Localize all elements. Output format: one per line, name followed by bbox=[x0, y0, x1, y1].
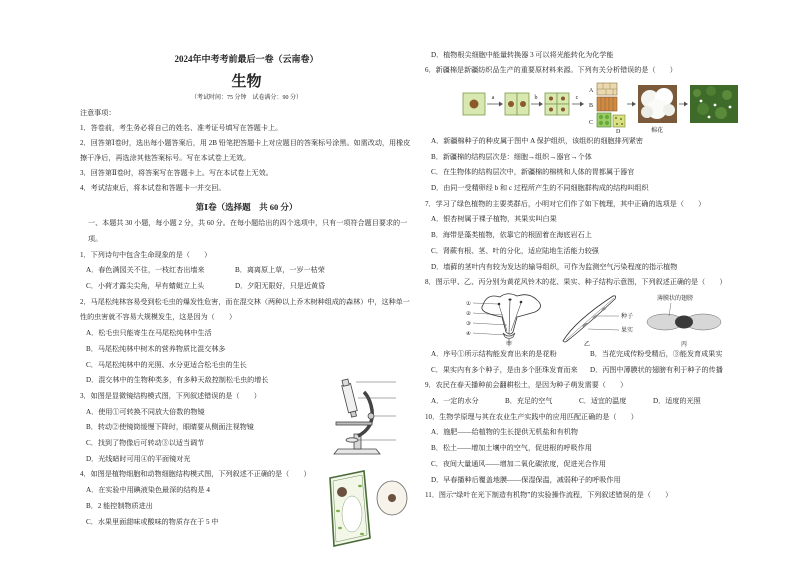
step-label-b: b bbox=[534, 94, 538, 101]
arrow-c-icon bbox=[572, 101, 584, 106]
two-cells bbox=[505, 93, 529, 115]
panel-label-yi: 乙 bbox=[583, 341, 591, 347]
question-9-option-d: D．适度的光照 bbox=[653, 397, 701, 406]
question-4-option-d: D．植物根尖细胞中能量转换器 3 可以将光能转化为化学能 bbox=[431, 50, 614, 59]
question-4-option-b: B．2 能控制物质进出 bbox=[86, 501, 153, 510]
flower-part-label-3: ③ bbox=[466, 320, 471, 327]
wing-label: 薄膜状的翅膀 bbox=[657, 295, 694, 302]
arrow-right-icon bbox=[627, 101, 636, 106]
question-10-option-b: B．松土——增加土壤中的空气，促进根的呼吸作用 bbox=[431, 444, 592, 453]
fruit-label: 果实 bbox=[621, 327, 634, 334]
question-6-stem: 6．新疆棉是新疆纺织品生产的重要原材料来源。下列有关分析错误的是（ ） bbox=[425, 66, 677, 75]
fruit-diagram bbox=[563, 296, 616, 342]
tissue-label-a: A bbox=[589, 87, 594, 94]
question-4-option-a: A．在实验中用碘液染色最深的结构是 4 bbox=[86, 486, 210, 495]
paper-title: 2024年中考考前最后一卷（云南卷） bbox=[174, 54, 319, 64]
question-8-option-d: D．丙图中薄膜状的翅膀有利于种子的传播 bbox=[590, 365, 723, 374]
cotton-boll-image bbox=[638, 85, 677, 123]
question-1-options-row bbox=[80, 263, 413, 279]
question-3-option-b: B．转动②使镜筒缓慢下降时，眼睛要从侧面注视物镜 bbox=[86, 423, 254, 432]
question-6-option-a: A．新疆棉种子的种皮属于图中 A 保护组织，该组织的细胞排列紧密 bbox=[431, 136, 644, 145]
question-10-option-a: A．施肥——给植物的生长提供无机盐和有机物 bbox=[431, 428, 578, 437]
question-7-stem: 7．学习了绿色植物的主要类群后，小明对它们作了如下梳理，其中正确的选项是（ ） bbox=[425, 199, 706, 208]
step-label-c: c bbox=[575, 94, 579, 101]
section-instruction: 一、本题共 30 小题，每小题 2 分，共 60 分。在每小题给出的四个选项中，只有一项符合题目要求的一项。 bbox=[88, 219, 408, 243]
question-3-option-a: A．使用①可转换不同放大倍数的物镜 bbox=[86, 407, 205, 416]
question-2-option-a: A．松毛虫只能寄生在马尾松纯林中生活 bbox=[86, 329, 212, 338]
notes-item: 2．回答第Ⅰ卷时，选出每小题答案后，用 2B 铅笔把答题卡上对应题目的答案标号涂黑。如需改动，用橡皮擦干净后，再选涂其他答案标号。写在本试卷上无效。 bbox=[80, 138, 411, 162]
question-9-stem: 9．农民在春天播种前会翻耕松土，是因为种子萌发需要（ ） bbox=[425, 381, 628, 390]
question-7-option-c: C．肾蕨有根、茎、叶的分化，适应陆地生活能力较强 bbox=[431, 246, 599, 255]
question-2-option-d: D．混交林中的生物种类多，有多种天敌控制松毛虫的增长 bbox=[86, 376, 269, 385]
section-title: 第Ⅰ卷（选择题 共 60 分） bbox=[195, 201, 298, 212]
question-9-option-a: A．一定的水分 bbox=[431, 397, 479, 406]
microscope-leader-lines bbox=[356, 382, 396, 440]
cotton-structure-figure bbox=[425, 79, 745, 134]
question-7-option-a: A．银杏树属于裸子植物，其果实叫白果 bbox=[431, 215, 557, 224]
question-8-option-c: C．果实内有多个种子，是由多个胚珠发育而来 bbox=[431, 365, 578, 374]
question-1-options-row bbox=[80, 279, 413, 295]
question-1-option-c: C．小荷才露尖尖角，早有蜻蜓立上头 bbox=[86, 282, 205, 290]
question-11-stem: 11．图示“绿叶在光下制造有机物”的实验操作流程，下列叙述错误的是（ ） bbox=[425, 491, 673, 500]
arrow-a-icon bbox=[487, 101, 503, 106]
microscope-stage bbox=[336, 422, 372, 425]
animal-cell-nucleus bbox=[388, 494, 396, 502]
exam-info: （考试时间：75 分钟 试卷满分：90 分） bbox=[190, 95, 302, 101]
focus-knob-icon bbox=[368, 413, 374, 419]
arrow-right-icon bbox=[679, 101, 688, 106]
question-10-option-c: C．夜间大量通风——增加二氧化碳浓度，促进光合作用 bbox=[431, 459, 606, 468]
tissue-label-c: C bbox=[589, 119, 594, 126]
notes-item: 3．回答第Ⅱ卷时，将答案写在答题卡上。写在本试卷上无效。 bbox=[80, 168, 273, 177]
question-7-option-b: B．海带是藻类植物，依靠它的根固着在海底岩石上 bbox=[431, 231, 592, 240]
cell-nucleus bbox=[470, 99, 479, 108]
question-6-option-b: B．新疆棉的结构层次是：细胞→组织→器官→个体 bbox=[431, 152, 592, 161]
tissue-b bbox=[597, 97, 617, 111]
flower-part-label-2: ② bbox=[466, 310, 471, 317]
notes-item: 1．答卷前，考生务必将自己的姓名、准考证号填写在答题卡上。 bbox=[80, 123, 283, 132]
microscope-base bbox=[334, 449, 380, 454]
question-9-options-row bbox=[425, 394, 750, 410]
seed-label: 种子 bbox=[621, 313, 634, 320]
question-4-stem: 4．如图是植物细胞和动物细胞结构模式图，下列叙述不正确的是（ ） bbox=[80, 470, 311, 479]
notes-heading: 注意事项： bbox=[80, 108, 116, 117]
step-label-a: a bbox=[491, 94, 495, 101]
question-8-option-b: B．当花完成传粉受精后，③能发育成果实 bbox=[590, 349, 723, 358]
question-8-options-row bbox=[425, 347, 750, 363]
cell-structure-figure bbox=[324, 466, 410, 554]
notes-item: 4．考试结束后，将本试卷和答题卡一并交回。 bbox=[80, 183, 226, 192]
flower-diagram bbox=[482, 294, 541, 345]
panel-label-jia: 甲 bbox=[505, 341, 513, 347]
question-6-option-d: D．由同一受精卵经 b 和 c 过程所产生的不同细胞群构成的结构叫组织 bbox=[431, 184, 649, 193]
question-6-option-c: C．在生物体的结构层次中，新疆棉的棉桃和人体的胃都属于器官 bbox=[431, 168, 635, 177]
question-1-option-d: D．夕阳无限好，只是近黄昏 bbox=[235, 282, 326, 290]
question-2-stem: 2．马尾松纯林容易受到松毛虫的爆发性危害，而在混交林（两种以上乔木树种组成的森林）中，这种单一性的虫害就不容易大规模发生，这是因为（ ） bbox=[80, 297, 410, 322]
question-10-option-d: D．早春播种后覆盖地膜——保湿保温，减弱种子的呼吸作用 bbox=[431, 475, 621, 484]
tissue-c bbox=[597, 113, 611, 127]
question-3-stem: 3．如图是显微镜结构模式图，下列叙述错误的是（ ） bbox=[80, 391, 261, 400]
four-cells bbox=[545, 93, 569, 115]
flower-part-label-4: ④ bbox=[466, 330, 471, 337]
question-8-options-row bbox=[425, 363, 750, 379]
winged-seed-diagram bbox=[647, 314, 721, 330]
panel-label-bing: 丙 bbox=[680, 341, 688, 347]
right-column bbox=[425, 48, 750, 504]
question-7-option-d: D．墙藓的茎叶内有较为发达的输导组织，可作为监测空气污染程度的指示植物 bbox=[431, 262, 678, 271]
question-2-option-b: B．马尾松纯林中树木的营养物质比混交林多 bbox=[86, 344, 226, 353]
flower-fruit-seed-figure bbox=[425, 291, 745, 347]
question-4-option-c: C．水果里面甜味或酸味的物质存在于 5 中 bbox=[86, 517, 219, 526]
question-8-stem: 8．图示甲、乙、丙分别为黄花风铃木的花、果实、种子结构示意图，下列叙述正确的是（ ） bbox=[425, 278, 727, 287]
tissue-label-d: D bbox=[616, 128, 621, 134]
question-1-stem: 1．下列诗句中包含生命现象的是（ ） bbox=[80, 250, 212, 259]
vacuole bbox=[342, 496, 362, 532]
question-9-option-b: B．充足的空气 bbox=[505, 397, 553, 406]
tissue-a bbox=[597, 83, 617, 95]
question-8-option-a: A．序号①所示结构能发育出来的是花粉 bbox=[431, 349, 557, 358]
microscope-mirror bbox=[346, 438, 358, 442]
microscope-tube bbox=[341, 379, 359, 418]
question-3-option-d: D．光线暗时可用④的平面镜对光 bbox=[86, 454, 191, 463]
subject-title: 生物 bbox=[231, 74, 262, 90]
cotton-field-image bbox=[690, 85, 738, 123]
cotton-caption: 棉花 bbox=[650, 127, 664, 134]
question-1-option-a: A．春色满园关不住，一枝红杏出墙来 bbox=[86, 266, 205, 275]
tissue-label-b: B bbox=[589, 102, 594, 109]
question-3-option-c: C．找到了物像后可转动③以适当调节 bbox=[86, 439, 205, 448]
plant-cell-nucleus bbox=[337, 487, 347, 497]
tissue-d bbox=[613, 115, 625, 127]
arrow-b-icon bbox=[531, 101, 543, 106]
flower-part-label-1: ① bbox=[466, 300, 471, 307]
question-2-option-c: C．马尾松纯林中的光照、水分更适合松毛虫的生长 bbox=[86, 360, 247, 369]
question-9-option-c: C．适宜的温度 bbox=[579, 397, 627, 406]
notes-block bbox=[80, 106, 413, 196]
question-1-option-b: B．离离原上草，一岁一枯荣 bbox=[235, 266, 325, 275]
question-10-stem: 10．生物学原理与其在农业生产实践中的应用匹配正确的是（ ） bbox=[425, 412, 638, 421]
microscope-figure bbox=[322, 378, 408, 456]
